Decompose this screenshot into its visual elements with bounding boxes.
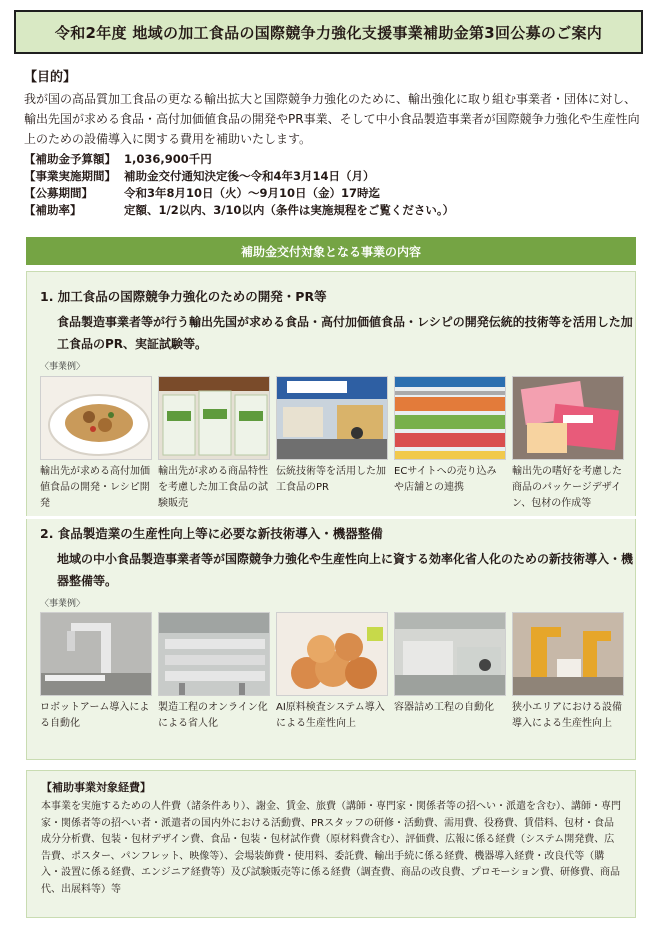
info-key: 【補助金予算額】	[24, 151, 116, 166]
packaged-product-photo	[158, 376, 270, 460]
example-caption: 容器詰め工程の自動化	[394, 702, 494, 713]
example-item	[394, 612, 506, 732]
page-title: 令和2年度 地域の加工食品の国際競争力強化支援事業補助金第3回公募のご案内	[14, 10, 643, 54]
content-band-heading: 補助金交付対象となる事業の内容	[26, 237, 636, 265]
example-item	[276, 612, 388, 732]
section-2-examples-label: 〈事業例〉	[40, 599, 86, 609]
purpose-body: 我が国の高品質加工食品の更なる輸出拡大と国際競争力強化のために、輸出強化に取り組む事業者・団体に対し、輸出先国が求める食品・高付加価値食品の開発やPR事業、そして中小食品製造事業者が国際競争力強化や生産性向上のための設備導入に関する費用を補助いたします。	[24, 92, 640, 146]
purpose-heading: 【目的】	[24, 70, 77, 85]
section-1-examples	[40, 376, 624, 512]
section-1	[26, 287, 636, 372]
info-row-application	[24, 184, 454, 201]
section-divider	[26, 516, 636, 519]
example-caption: 輸出先の嗜好を考慮した商品のパッケージデザイン、包材の作成等	[512, 466, 622, 509]
info-value: 補助金交付通知決定後～令和4年3月14日（月）	[124, 168, 375, 183]
robot-arm-photo	[40, 612, 152, 696]
eligible-costs-box	[26, 770, 636, 918]
example-caption: AI原料検査システム導入による生産性向上	[276, 702, 385, 729]
example-item	[40, 376, 152, 512]
example-caption: 輸出先が求める高付加価値食品の開発・レシピ開発	[40, 466, 150, 509]
section-2-subtitle: 地域の中小食品製造事業者等が国際競争力強化や生産性向上に資する効率化省人化のための新技術導入・機器整備等。	[57, 552, 634, 588]
eligible-costs-body: 本事業を実施するための人件費（諸条件あり）、謝金、賃金、旅費（講師・専門家・関係者等の招へい・派遣を含む）、講師・専門家・関係者等の招へい者・派遣者の国内外における活動費、PRスタッフの研修・活動費、需用費、役務費、賃借料、包材・食品成分分析費、包装・包材デザイン費、食品・包装・包材試作費（原材料費含む）、評価費、広報に係る経費（システム開発費、広告費、ポスター、パンフレット、映像等）、会場装飾費・使用料、委託費、輸出手続に係る経費、機器導入経費・改良代等（購入・設置に係る経費、エンジニア経費等）及び試験販売等に係る経費（調査費、商品の改良費、プロモーション費、研修費、商品代、出展料等）等	[41, 801, 621, 895]
store-shelf-photo	[394, 376, 506, 460]
package-design-photo	[512, 376, 624, 460]
section-1-examples-label: 〈事業例〉	[40, 362, 86, 372]
section-1-subtitle: 食品製造事業者等が行う輸出先国が求める食品・高付加価値食品・レシピの開発伝統的技術等を活用した加工食品のPR、実証試験等。	[57, 315, 633, 351]
example-item	[40, 612, 152, 732]
example-item	[158, 376, 270, 512]
section-2-title: 2. 食品製造業の生産性向上等に必要な新技術導入・機器整備	[40, 526, 383, 541]
info-row-period	[24, 167, 454, 184]
example-item	[394, 376, 506, 512]
section-2-examples	[40, 612, 624, 732]
example-item	[158, 612, 270, 732]
container-filling-photo	[394, 612, 506, 696]
info-row-budget	[24, 150, 454, 167]
example-item	[512, 376, 624, 512]
info-key: 【事業実施期間】	[24, 168, 116, 183]
onion-inspection-photo	[276, 612, 388, 696]
section-1-title: 1. 加工食品の国際競争力強化のための開発・PR等	[40, 289, 327, 304]
info-value: 令和3年8月10日（火）～9月10日（金）17時迄	[124, 185, 381, 200]
example-caption: 輸出先が求める商品特性を考慮した加工食品の試験販売	[158, 466, 268, 509]
production-line-photo	[158, 612, 270, 696]
info-table	[24, 150, 454, 218]
example-caption: ロボットアーム導入による自動化	[40, 702, 150, 729]
food-dish-photo	[40, 376, 152, 460]
info-key: 【補助率】	[24, 202, 82, 217]
example-caption: ECサイトへの売り込みや店舗との連携	[394, 466, 497, 493]
example-item	[276, 376, 388, 512]
info-value: 定額、1/2以内、3/10以内（条件は実施規程をご覧ください。）	[124, 202, 455, 217]
example-caption: 伝統技術等を活用した加工食品のPR	[276, 466, 386, 493]
info-row-rate	[24, 201, 454, 218]
info-value: 1,036,900千円	[124, 151, 212, 166]
example-caption: 狭小エリアにおける設備導入による生産性向上	[512, 702, 622, 729]
eligible-costs-heading: 【補助事業対象経費】	[41, 781, 151, 794]
section-2	[26, 524, 636, 609]
trade-booth-photo	[276, 376, 388, 460]
purpose-section	[24, 66, 644, 149]
example-item	[512, 612, 624, 732]
compact-robot-photo	[512, 612, 624, 696]
example-caption: 製造工程のオンライン化による省人化	[158, 702, 268, 729]
info-key: 【公募期間】	[24, 185, 93, 200]
